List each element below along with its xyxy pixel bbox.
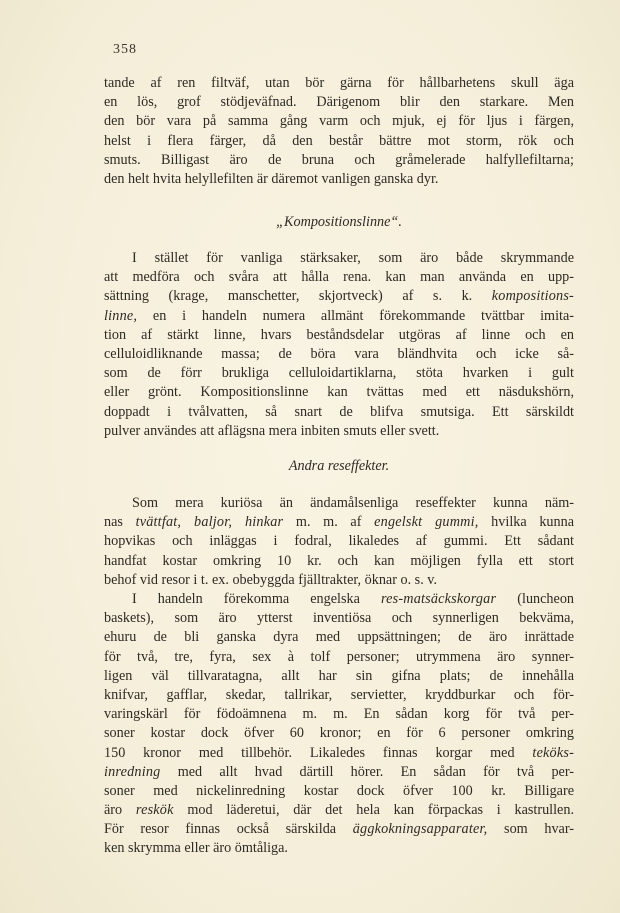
- text-line: [104, 513, 574, 532]
- text-run: ligen väl tillvaratagna, allt har sin gifna plats; de innehålla: [104, 667, 574, 684]
- text-run: handfat kostar omkring 10 kr. och kan möjligen fylla ett stort: [104, 552, 574, 569]
- text-run: (luncheon: [496, 591, 574, 607]
- text-line: [104, 724, 574, 743]
- text-run: Som mera kuriösa än ändamålsenliga reseffekter kunna näm-: [132, 495, 574, 511]
- text-line: [104, 667, 574, 686]
- text-line: [104, 249, 574, 268]
- text-run: m. m. af: [283, 514, 375, 531]
- page-number: 358: [113, 42, 137, 57]
- text-line: [104, 74, 574, 93]
- text-line: [104, 268, 574, 287]
- text-line: [104, 326, 574, 345]
- text-run: ehuru de bli ganska dyra med uppsättningen; de äro inrättade: [104, 629, 574, 646]
- text-run: mod läderetui, där det hela kan förpackas i kastrullen.: [173, 802, 574, 819]
- text-run: den helt hvita helyllefilten är däremot vanligen ganska dyr.: [104, 170, 439, 187]
- italic-term: tvättfat, baljor, hinkar: [135, 514, 284, 531]
- text-line: [104, 686, 574, 705]
- text-run: som de förr brukliga celluloidartiklarna, stöta hvarken i gult: [104, 365, 574, 382]
- text-line: [104, 609, 574, 628]
- section-heading-kompositionslinne: „Kompositionslinne“.: [276, 214, 402, 230]
- text-run: sättning (krage, manschetter, skjortveck) af s. k.: [104, 288, 492, 305]
- text-run: en lös, grof stödjeväfnad. Därigenom blir den starkare. Men: [104, 94, 574, 111]
- text-run: helst i flera färger, då den består bättre mot storm, rök och: [104, 132, 574, 149]
- text-run: den bör vara på samma gång varm och mjuk, ej för ljus i färgen,: [104, 113, 574, 130]
- text-line: [104, 839, 574, 858]
- italic-term: teköks-: [532, 744, 574, 761]
- text-line: [104, 782, 574, 801]
- text-run: celluloidliknande massa; de böra vara bländhvita och icke så-: [104, 345, 574, 362]
- text-line: [104, 628, 574, 647]
- text-line: [104, 744, 574, 763]
- text-line: [104, 571, 574, 590]
- text-run: baskets), som äro ytterst inventiösa och synnerligen bekväma,: [104, 610, 574, 627]
- paragraph-kompositionslinne: [104, 249, 574, 441]
- text-run: soner med nickelinredning kostar dock öfver 100 kr. Billigare: [104, 782, 574, 799]
- text-run: I stället för vanliga stärksaker, som äro både skrymmande: [132, 250, 574, 266]
- text-line: [104, 648, 574, 667]
- paragraph-matsackskorgar: [104, 590, 574, 859]
- text-run: varingskärl för födoämnena m. m. En sådan korg för två per-: [104, 706, 574, 723]
- text-run: tion af stärkt linne, hvars beståndsdelar utgöras af linne och en: [104, 326, 574, 343]
- text-line: [104, 532, 574, 551]
- text-line: [104, 422, 574, 441]
- text-line: [104, 801, 574, 820]
- italic-term: res-matsäckskorgar: [380, 591, 497, 607]
- text-run: eller grönt. Kompositionslinne kan tvättas med ett näsdukshörn,: [104, 384, 574, 401]
- paragraph-gummi: [104, 494, 574, 590]
- text-run: smuts. Billigast äro de bruna och gråmelerade halfyllefiltarna;: [104, 151, 574, 168]
- text-run: som hvar-: [487, 821, 574, 838]
- text-line: [104, 383, 574, 402]
- text-line: [104, 494, 574, 513]
- text-run: äro: [104, 802, 136, 819]
- text-line: [104, 112, 574, 131]
- section-heading-andra-reseffekter: Andra reseffekter.: [288, 458, 390, 474]
- text-run: I handeln förekomma engelska: [132, 591, 381, 607]
- text-line: [104, 705, 574, 724]
- text-run: För resor finnas också särskilda: [104, 821, 353, 838]
- text-run: tande af ren filtväf, utan bör gärna för hållbarhetens skull äga: [104, 75, 574, 91]
- text-run: behof vid resor i t. ex. obebyggda fjälltrakter, öknar o. s. v.: [104, 571, 438, 588]
- text-run: att medföra och svåra att hålla rena. kan man använda en upp-: [104, 269, 574, 286]
- text-run: med allt hvad därtill hörer. En sådan för två per-: [160, 763, 574, 780]
- text-run: hopvikas och inläggas i fodral, likaledes af gummi. Ett sådant: [104, 533, 574, 550]
- text-line: [104, 151, 574, 170]
- text-run: pulver användes att aflägsna mera inbiten smuts eller svett.: [104, 422, 440, 439]
- italic-term: engelskt gummi,: [374, 514, 479, 531]
- italic-term: linne,: [104, 307, 138, 324]
- text-run: ken skrymma eller äro ömtåliga.: [104, 840, 288, 857]
- text-line: [104, 307, 574, 326]
- text-run: för två, tre, fyra, sex à tolf personer; utrymmena äro synner-: [104, 648, 574, 665]
- text-line: [104, 345, 574, 364]
- text-line: [104, 403, 574, 422]
- text-run: 150 kronor med tillbehör. Likaledes finnas korgar med: [104, 744, 533, 761]
- italic-term: reskök: [135, 802, 174, 819]
- text-run: en i handeln numera allmänt förekommande tvättbar imita-: [137, 307, 574, 324]
- text-run: nas: [104, 514, 136, 531]
- paragraph-filt: [104, 74, 574, 189]
- italic-term: äggkokningsapparater,: [352, 821, 488, 838]
- text-line: [104, 590, 574, 609]
- italic-term: kompositions-: [491, 288, 574, 305]
- text-run: doppadt i tvålvatten, så snart de blifva smutsiga. Ett särskildt: [104, 403, 574, 420]
- text-line: [104, 132, 574, 151]
- text-run: hvilka kunna: [478, 514, 574, 531]
- text-line: [104, 552, 574, 571]
- text-line: [104, 820, 574, 839]
- text-run: soner kostar dock öfver 60 kronor; en för 6 personer omkring: [104, 725, 574, 742]
- italic-term: inredning: [104, 763, 161, 780]
- text-line: [104, 287, 574, 306]
- text-line: [104, 170, 574, 189]
- text-run: knifvar, gafflar, skedar, tallrikar, servietter, kryddburkar och för-: [104, 686, 574, 703]
- text-line: [104, 763, 574, 782]
- text-line: [104, 364, 574, 383]
- text-line: [104, 93, 574, 112]
